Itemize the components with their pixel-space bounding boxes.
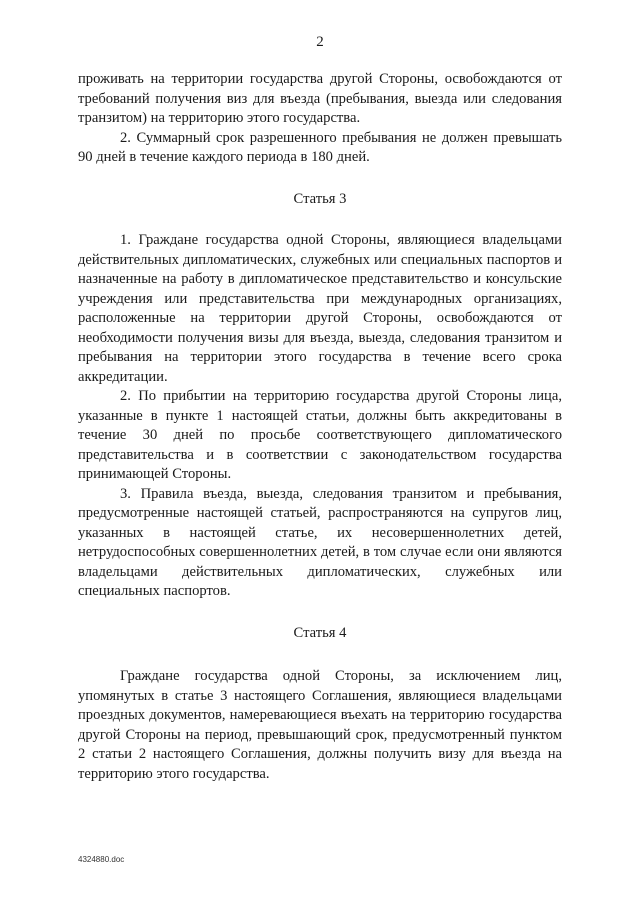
article-4-title: Статья 4 <box>293 624 347 641</box>
article-3-paragraph-2: 2. По прибытии на территорию государства другой Стороны лица, указанные в пункте 1 настоящей статьи, должны быть аккредитованы в течение 30 дней по просьбе соответствующего дипломатического представительства и в соответствии с законодательством государства принимающей Стороны. <box>78 388 562 482</box>
document-body <box>78 70 562 784</box>
document-filename: 4324880.doc <box>78 855 125 864</box>
article-3-paragraph-1: 1. Граждане государства одной Стороны, являющиеся владельцами действительных дипломатических, служебных или специальных паспортов и назначенные на работу в дипломатическое представительство и консульские учреждения или представительства при международных организациях, расположенные на территории другой Стороны, освобождаются от необходимости получения визы для въезда, выезда, следования транзитом и пребывания на территории этого государства в течение всего срока аккредитации. <box>78 232 562 385</box>
continuation-paragraph: проживать на территории государства другой Стороны, освобождаются от требований получения виз для въезда (пребывания, выезда или следования транзитом) на территорию этого государства. <box>78 71 562 126</box>
article-3-paragraph-3: 3. Правила въезда, выезда, следования транзитом и пребывания, предусмотренные настоящей статьей, распространяются на супругов лиц, указанных в настоящей статье, их несовершеннолетних детей, нетрудоспособных совершеннолетних детей, в том случае если они являются владельцами действительных дипломатических, служебных или специальных паспортов. <box>78 485 562 599</box>
page-number: 2 <box>316 34 324 50</box>
article-4-paragraph-1: Граждане государства одной Стороны, за исключением лиц, упомянутых в статье 3 настоящего Соглашения, являющиеся владельцами проездных документов, намеревающиеся въехать на территорию государства другой Стороны на период, превышающий срок, предусмотренный пунктом 2 статьи 2 настоящего Соглашения, должны получить визу для въезда на территорию этого государства. <box>78 668 562 782</box>
continuation-paragraph: 2. Суммарный срок разрешенного пребывания не должен превышать 90 дней в течение каждого периода в 180 дней. <box>78 129 562 165</box>
article-3-title: Статья 3 <box>293 190 347 207</box>
